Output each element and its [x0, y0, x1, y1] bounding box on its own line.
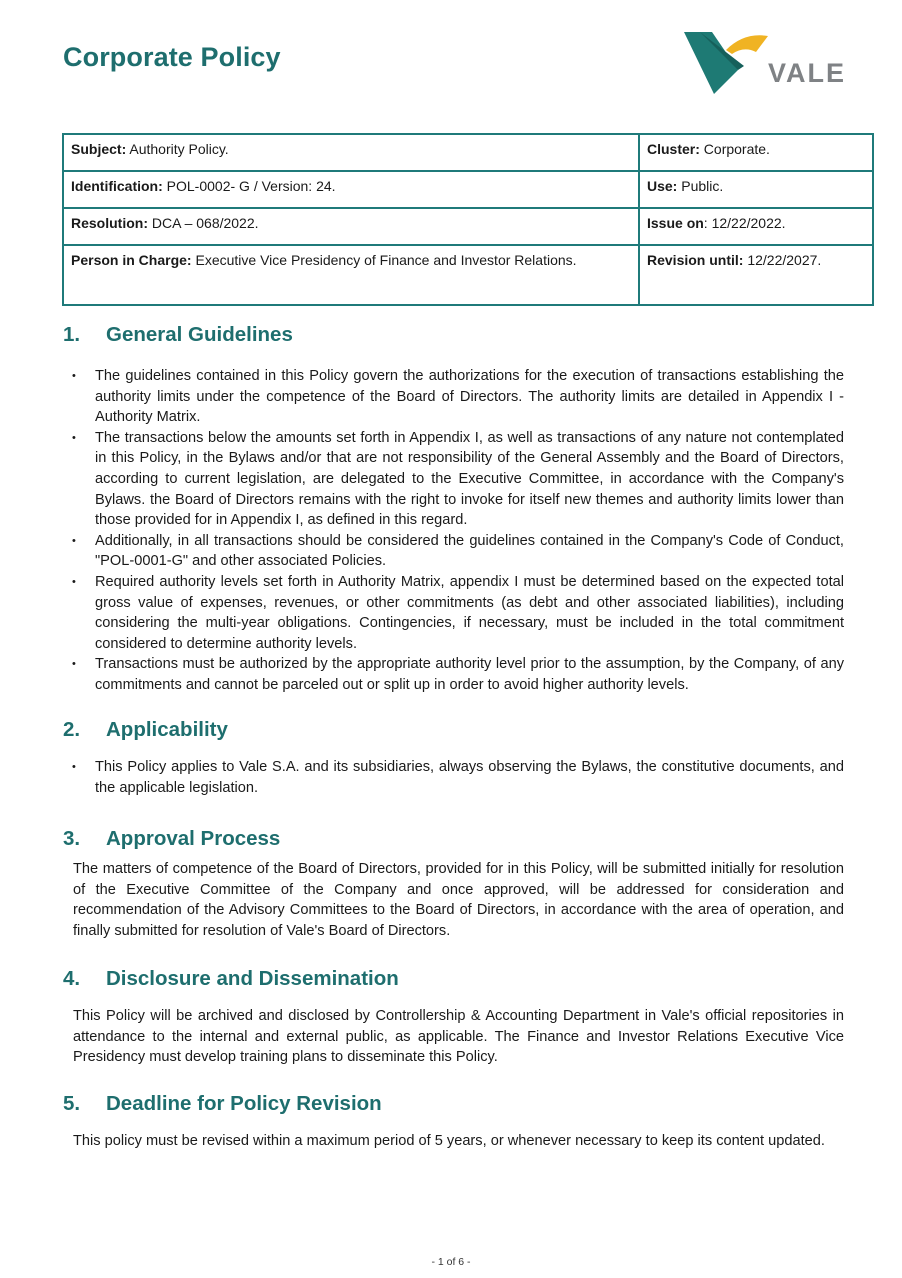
general-guidelines-list: [70, 366, 844, 696]
approval-process-text: The matters of competence of the Board of Directors, provided for in this Policy, will be submitted initially for resolution of the Executive Committee of the Company and once approved, will be addressed for consideration and recommendation of the Advisory Committees to the Board of Directors, in accordance with the area of operation, and finally submitted for resolution of Vale's Board of Directors.: [73, 861, 844, 939]
policy-info-table: [62, 133, 874, 306]
disclosure-text: This Policy will be archived and disclosed by Controllership & Accounting Department in Vale's official repositories in attendance to the internal and external public, as applicable. The Finance and Investor Relations Executive Vice Presidency must develop training plans to disseminate this Policy.: [73, 1008, 844, 1066]
section-heading-deadline: 5. Deadline for Policy Revision: [63, 1092, 382, 1115]
resolution-cell: Resolution: DCA – 068/2022.: [63, 208, 639, 245]
page-number: - 1 of 6 -: [431, 1256, 471, 1268]
logo-wordmark: VALE: [768, 58, 847, 88]
revision-cell: Revision until: 12/22/2027.: [639, 245, 873, 305]
section-heading-approval-process: 3. Approval Process: [63, 827, 281, 850]
list-item: • The transactions below the amounts set forth in Appendix I, as well as transactions of any nature not contemplated in this Policy, in the Bylaws and/or that are not responsibility of the General Assembly and the Board of Directors, according to current legislation, are delegated to the Executive Committee, in accordance with the Company's Bylaws. the Board of Directors remains with the right to invoke for itself new themes and authority limits lower than those provided for in Appendix I, as defined in this regard.: [70, 428, 844, 531]
section-heading-disclosure: 4. Disclosure and Dissemination: [63, 967, 399, 990]
list-item: • The guidelines contained in this Policy govern the authorizations for the execution of transactions establishing the authority limits under the competence of the Board of Directors. The authority limits are detailed in Appendix I - Authority Matrix.: [70, 366, 844, 428]
vale-logo: [682, 30, 852, 98]
cluster-cell: Cluster: Corporate.: [639, 134, 873, 171]
list-item: • Required authority levels set forth in Authority Matrix, appendix I must be determined based on the expected total gross value of expenses, revenues, or other commitments (as debt and other associated liabilities), including considering the multi-year obligations. Contingencies, if necessary, must be included in the total commitment considered to determine authority levels.: [70, 572, 844, 654]
vale-logo-mark-icon: [682, 30, 772, 98]
section-heading-general-guidelines: 1. General Guidelines: [63, 323, 293, 346]
person-in-charge-cell: Person in Charge: Executive Vice Presidency of Finance and Investor Relations.: [63, 245, 639, 305]
page-title: Corporate Policy: [63, 42, 281, 72]
subject-cell: Subject: Authority Policy.: [63, 134, 639, 171]
section-heading-applicability: 2. Applicability: [63, 718, 228, 741]
list-item: • Additionally, in all transactions should be considered the guidelines contained in the Company's Code of Conduct, "POL-0001-G" and other associated Policies.: [70, 531, 844, 572]
list-item: • This Policy applies to Vale S.A. and its subsidiaries, always observing the Bylaws, the constitutive documents, and the applicable legislation.: [70, 757, 844, 798]
identification-cell: Identification: POL-0002- G / Version: 24.: [63, 171, 639, 208]
list-item: • Transactions must be authorized by the appropriate authority level prior to the assumption, by the Company, of any commitments and cannot be parceled out or split up in order to avoid higher authority levels.: [70, 654, 844, 695]
applicability-list: [70, 757, 844, 798]
deadline-text: This policy must be revised within a maximum period of 5 years, or whenever necessary to keep its content updated.: [73, 1133, 825, 1149]
issue-cell: Issue on: 12/22/2022.: [639, 208, 873, 245]
use-cell: Use: Public.: [639, 171, 873, 208]
